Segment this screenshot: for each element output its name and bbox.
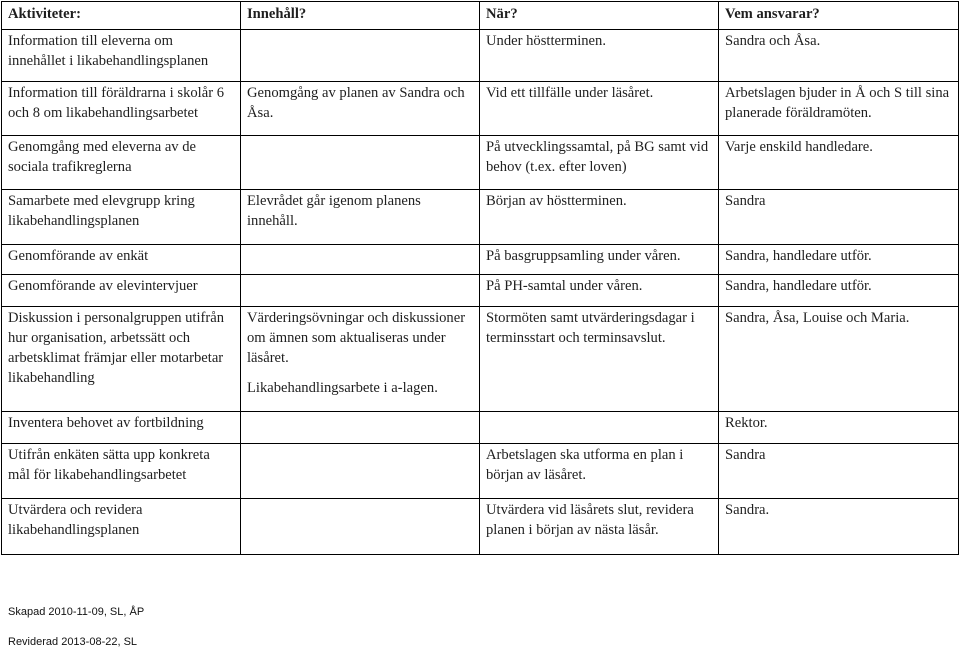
- activity-cell: Information till föräldrarna i skolår 6 och 8 om likabehandlingsarbetet: [2, 82, 241, 136]
- when-cell: På basgruppsamling under våren.: [480, 245, 719, 275]
- content-text: Värderingsövningar och diskussioner om ämnen som aktualiseras under läsåret.: [247, 310, 466, 366]
- table-row: [2, 30, 959, 82]
- when-cell: På utvecklingssamtal, på BG samt vid behov (t.ex. efter loven): [480, 136, 719, 190]
- content-cell: [241, 275, 480, 307]
- header-responsible: Vem ansvarar?: [719, 2, 959, 30]
- responsible-cell: Sandra och Åsa.: [719, 30, 959, 82]
- responsible-cell: Sandra, Åsa, Louise och Maria.: [719, 307, 959, 412]
- activity-cell: Information till eleverna om innehållet i likabehandlingsplanen: [2, 30, 241, 82]
- content-cell: Genomgång av planen av Sandra och Åsa.: [241, 82, 480, 136]
- content-cell: Elevrådet går igenom planens innehåll.: [241, 190, 480, 245]
- header-content: Innehåll?: [241, 2, 480, 30]
- content-cell: [241, 499, 480, 555]
- responsible-cell: Rektor.: [719, 412, 959, 444]
- responsible-cell: Sandra, handledare utför.: [719, 275, 959, 307]
- content-cell: [241, 136, 480, 190]
- activity-cell: Samarbete med elevgrupp kring likabehandlingsplanen: [2, 190, 241, 245]
- when-cell: På PH-samtal under våren.: [480, 275, 719, 307]
- table-row: [2, 444, 959, 499]
- responsible-cell: Sandra.: [719, 499, 959, 555]
- responsible-cell: Sandra, handledare utför.: [719, 245, 959, 275]
- content-cell: [241, 412, 480, 444]
- activity-cell: Diskussion i personalgruppen utifrån hur organisation, arbetssätt och arbetsklimat främjar eller motarbetar likabehandling: [2, 307, 241, 412]
- table-row: [2, 275, 959, 307]
- when-cell: Vid ett tillfälle under läsåret.: [480, 82, 719, 136]
- table-row: [2, 307, 959, 412]
- content-cell: [241, 444, 480, 499]
- activity-cell: Genomförande av enkät: [2, 245, 241, 275]
- header-activities: Aktiviteter:: [2, 2, 241, 30]
- activity-cell: Utvärdera och revidera likabehandlingsplanen: [2, 499, 241, 555]
- when-cell: Stormöten samt utvärderingsdagar i terminsstart och terminsavslut.: [480, 307, 719, 412]
- table-row: [2, 412, 959, 444]
- responsible-cell: Sandra: [719, 190, 959, 245]
- responsible-cell: Varje enskild handledare.: [719, 136, 959, 190]
- content-cell: [241, 307, 480, 412]
- when-cell: Utvärdera vid läsårets slut, revidera planen i början av nästa läsår.: [480, 499, 719, 555]
- header-when: När?: [480, 2, 719, 30]
- revised-note: Reviderad 2013-08-22, SL: [8, 636, 138, 648]
- responsible-cell: Arbetslagen bjuder in Å och S till sina planerade föräldramöten.: [719, 82, 959, 136]
- table-row: [2, 82, 959, 136]
- when-cell: Under höstterminen.: [480, 30, 719, 82]
- activity-cell: Inventera behovet av fortbildning: [2, 412, 241, 444]
- when-cell: [480, 412, 719, 444]
- when-cell: Början av höstterminen.: [480, 190, 719, 245]
- header-row: [2, 2, 959, 30]
- content-cell: [241, 30, 480, 82]
- activity-cell: Genomförande av elevintervjuer: [2, 275, 241, 307]
- activity-plan-table: [1, 1, 959, 555]
- table-row: [2, 499, 959, 555]
- created-note: Skapad 2010-11-09, SL, ÅP: [8, 606, 145, 618]
- when-cell: Arbetslagen ska utforma en plan i början av läsåret.: [480, 444, 719, 499]
- table-row: [2, 245, 959, 275]
- content-extra-text: Likabehandlingsarbete i a-lagen.: [247, 380, 438, 396]
- table-row: [2, 136, 959, 190]
- responsible-cell: Sandra: [719, 444, 959, 499]
- table-row: [2, 190, 959, 245]
- activity-cell: Utifrån enkäten sätta upp konkreta mål för likabehandlingsarbetet: [2, 444, 241, 499]
- content-cell: [241, 245, 480, 275]
- activity-cell: Genomgång med eleverna av de sociala trafikreglerna: [2, 136, 241, 190]
